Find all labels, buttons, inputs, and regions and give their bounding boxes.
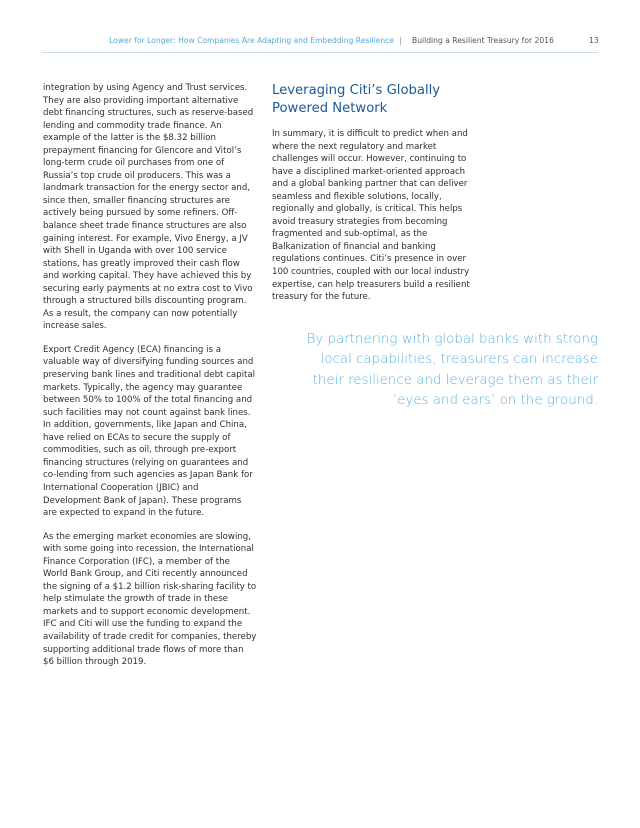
pull-quote-text: By partnering with global banks with strong local capabilities, treasurers can increase their resilience and leverage them as their ‘eyes and ears’ on the ground. [306, 332, 598, 408]
body-paragraph: Export Credit Agency (ECA) financing is a valuable way of diversifying funding sources and preserving bank lines and traditional debt capital markets. Typically, the agency may guarantee between 50% to 100% of the total financing and such facilities may not count against bank lines. In addition, governments, like Japan and China, have relied on ECAs to secure the supply of commodities, such as oil, through pre-export financing structures (relying on guarantees and co-lending from such agencies as Japan Bank for International Cooperation (JBIC) and Development Bank of Japan). These programs are expected to expand in the future. [43, 344, 255, 519]
left-column [43, 82, 257, 680]
header-section-title: Building a Resilient Treasury for 2016 [412, 36, 554, 45]
body-paragraph: As the emerging market economies are slowing, with some going into recession, the International Finance Corporation (IFC), a member of the World Bank Group, and Citi recently announced the signing of a $1.2 billion risk-sharing facility to help stimulate the growth of trade in these markets and to support economic development. IFC and Citi will use the funding to expand the availability of trade credit for companies, thereby supporting additional trade flows of more than $6 billion through 2019. [43, 531, 257, 668]
header-report-title: Lower for Longer: How Companies Are Adapting and Embedding Resilience [109, 36, 394, 45]
body-paragraph: integration by using Agency and Trust services. They are also providing important alternative debt financing structures, such as reserve-based lending and commodity trade finance. An example of the latter is the $8.32 billion prepayment financing for Glencore and Vitol’s long-term crude oil purchases from one of Russia’s top crude oil producers. This was a landmark transaction for the energy sector and, since then, smaller financing structures are actively being pursued by some refiners. Off-balance sheet trade finance structures are also gaining interest. For example, Vivo Energy, a JV with Shell in Uganda with over 100 service stations, has greatly improved their cash flow and working capital. They have achieved this by securing early payments at no extra cost to Vivo through a structured bills discounting program. As a result, the company can now potentially increase sales. [43, 83, 254, 332]
right-column [272, 82, 472, 304]
header-rule [42, 52, 598, 53]
pull-quote [300, 330, 598, 411]
header-separator: | [399, 36, 402, 45]
page-number: 13 [589, 36, 599, 45]
section-heading: Leveraging Citi’s Globally Powered Network [272, 83, 441, 116]
body-paragraph: In summary, it is difficult to predict when and where the next regulatory and market challenges will occur. However, continuing to have a disciplined market-oriented approach and a global banking partner that can deliver seamless and flexible solutions, locally, regionally and globally, is critical. This helps avoid treasury strategies from becoming fragmented and sub-optimal, as the Balkanization of financial and banking regulations continues. Citi’s presence in over 100 countries, coupled with our local industry expertise, can help treasurers build a resilient treasury for the future. [272, 129, 470, 303]
